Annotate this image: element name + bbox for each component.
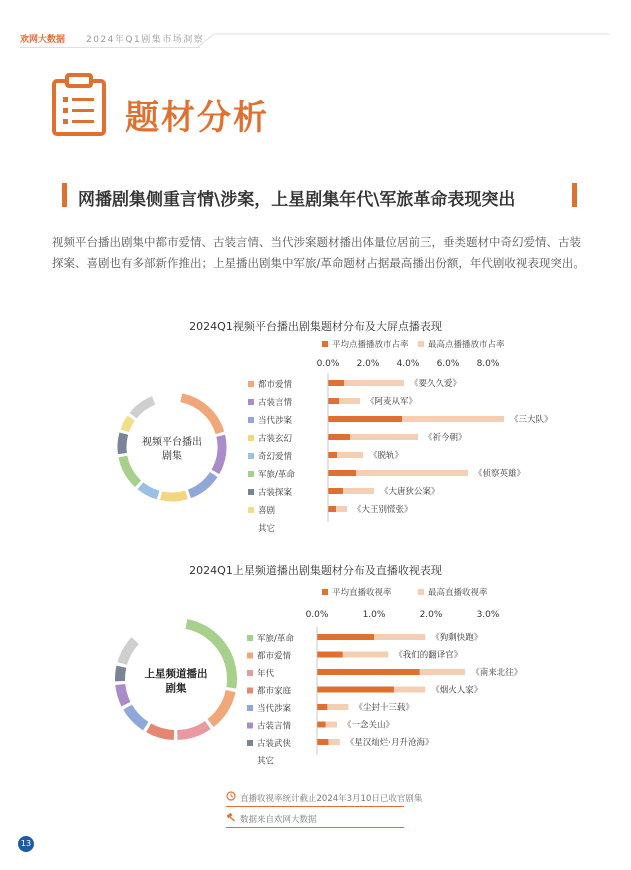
chart1-tick-label: 4.0% <box>396 359 420 369</box>
chart2-bar-avg <box>317 652 343 658</box>
clipboard-icon <box>50 73 108 137</box>
chart1-category-label: 古装探案 <box>258 488 293 498</box>
chart1-donut-slice <box>123 457 138 484</box>
chart2-category-swatch <box>247 740 253 746</box>
chart1-donut-slice <box>125 418 132 431</box>
footer-note-2: 数据来自欢网大数据 <box>240 815 317 825</box>
header-divider <box>20 47 200 48</box>
chart2-bar-annotation: 《一念关山》 <box>342 720 394 731</box>
header-angle-line <box>198 20 618 50</box>
chart1-bar-annotation: 《大唐狄公案》 <box>380 487 440 497</box>
section-title-bar-left <box>62 183 67 207</box>
chart2-donut-slice <box>120 685 126 705</box>
chart1-bar-annotation: 《阿麦从军》 <box>366 397 418 407</box>
chart1-category-swatch <box>248 489 254 495</box>
chart1-title: 2024Q1视频平台播出剧集题材分布及大屏点播表现 <box>189 320 442 333</box>
chart2-donut-slice <box>120 667 121 681</box>
chart1-bar-avg <box>328 488 343 494</box>
chart1-donut-slice <box>181 398 220 433</box>
chart2-bar-avg <box>317 739 328 745</box>
chart2-donut-slice <box>177 725 208 735</box>
chart2-category-swatch <box>247 705 253 711</box>
chart2-category-label: 都市爱情 <box>257 651 292 662</box>
chart2-donut-slice <box>128 707 146 726</box>
page-number: 13 <box>18 836 34 852</box>
chart1-tick-label: 0.0% <box>316 359 340 369</box>
chart2-category-label: 其它 <box>257 756 275 767</box>
chart2-bar-annotation: 《我们的翻译官》 <box>394 650 463 661</box>
chart2-category-label: 年代 <box>257 669 275 679</box>
chart1-category-label: 都市爱情 <box>258 380 293 390</box>
chart2-bar-annotation: 《尘封十三载》 <box>354 703 414 713</box>
chart2-category-label: 都市家庭 <box>257 686 292 697</box>
chart1-tick-label: 2.0% <box>356 359 380 369</box>
chart2-category-label: 古装武侠 <box>257 739 292 749</box>
chart2-tick-label: 1.0% <box>362 610 386 620</box>
chart2-bar-avg <box>317 669 420 675</box>
chart1-tick-label: 6.0% <box>436 359 460 369</box>
chart1-bar-annotation: 《祈今朝》 <box>424 433 467 443</box>
chart2-category-swatch <box>247 688 253 694</box>
chart1-donut-slice <box>215 436 222 472</box>
chart1-donut-label-line1: 视频平台播出 <box>142 437 202 448</box>
chart2 <box>0 574 631 767</box>
chart1-donut-slice <box>161 495 187 497</box>
gavel-icon <box>226 812 236 822</box>
chart2-title: 2024Q1上星频道播出剧集题材分布及直播收视表现 <box>189 564 442 577</box>
chart2-bar-annotation: 《烟火人家》 <box>431 685 483 696</box>
chart1-category-swatch <box>248 381 254 387</box>
chart1-donut-slice <box>140 486 158 495</box>
chart2-bar-avg <box>317 687 394 693</box>
footer-divider-2 <box>226 827 404 828</box>
chart2-category-swatch <box>247 635 253 641</box>
chart1-bar-annotation: 《要久久爱》 <box>410 379 462 389</box>
chart1-category-label: 古装玄幻 <box>258 434 293 444</box>
chart1-category-label: 奇幻爱情 <box>258 452 293 462</box>
chart2-donut-slice <box>122 641 135 664</box>
chart2-legend-avg-label: 平均直播收视率 <box>332 588 392 598</box>
chart2-tick-label: 3.0% <box>476 610 500 620</box>
chart1-bar-avg <box>328 506 336 512</box>
chart1-donut-label-line2: 剧集 <box>162 451 182 462</box>
chart2-tick-label: 2.0% <box>419 610 443 620</box>
chart1-legend-max-label: 最高点播播放市占率 <box>428 340 505 350</box>
chart1-bar-annotation: 《脱轨》 <box>369 451 404 461</box>
chart2-bar-annotation: 《星汉灿烂·月升沧海》 <box>345 738 434 748</box>
chart2-bar-annotation: 《狗剩快跑》 <box>431 633 483 643</box>
chart2-bar-avg <box>317 704 327 710</box>
chart2-donut-slice <box>149 728 174 735</box>
chart1-category-swatch <box>248 417 254 423</box>
header-brand: 欢网大数据 <box>20 35 66 45</box>
chart2-bar-avg <box>317 722 326 728</box>
section-title-bar-right <box>572 183 577 207</box>
chart1-category-swatch <box>248 507 254 513</box>
chart1-legend-max-swatch <box>418 341 424 347</box>
intro-paragraph: 视频平台播出剧集中都市爱情、古装言情、当代涉案题材播出体量位居前三，垂类题材中奇幻爱情、古装探案、喜剧也有多部新作推出；上星播出剧集中军旅/革命题材占据最高播出份额，年代剧收视表现突出。 <box>52 235 585 270</box>
chart2-legend-max-swatch <box>418 589 424 595</box>
chart2-donut-slice <box>211 691 231 723</box>
chart1-bar-avg <box>328 380 344 386</box>
chart2-tick-label: 0.0% <box>305 610 329 620</box>
chart1-donut-slice <box>133 400 154 415</box>
section-title: 网播剧集侧重言情\涉案，上星剧集年代\军旅革命表现突出 <box>78 190 516 210</box>
chart2-donut-label-line1: 上星频道播出 <box>144 668 208 680</box>
chart1-category-label: 军旅/革命 <box>258 470 295 480</box>
chart1-bar-avg <box>328 470 356 476</box>
chart2-legend-avg-swatch <box>322 589 328 595</box>
chart1-category-swatch <box>248 453 254 459</box>
chart2-category-label: 军旅/革命 <box>257 634 294 644</box>
chart1-bar-avg <box>328 434 350 440</box>
chart1-category-swatch <box>248 471 254 477</box>
chart2-bar-annotation: 《南来北往》 <box>471 668 523 678</box>
footer-divider-1 <box>226 806 404 807</box>
chart1-category-swatch <box>248 435 254 441</box>
chart1-bar-annotation: 《侦察英雄》 <box>474 469 526 479</box>
chart1-bar-annotation: 《大王别慌张》 <box>353 505 413 515</box>
chart1-bar-avg <box>328 452 337 458</box>
chart1-tick-label: 8.0% <box>476 359 500 369</box>
chart2-legend-max-label: 最高直播收视率 <box>428 588 488 598</box>
chart2-donut-label-line2: 剧集 <box>165 682 187 695</box>
chart1-donut-slice <box>122 434 124 454</box>
chart2-category-label: 古装言情 <box>257 721 292 732</box>
chart1-category-label: 当代涉案 <box>258 416 293 426</box>
chart2-category-swatch <box>247 670 253 676</box>
header-subtitle: 2024年Q1剧集市场洞察 <box>86 35 205 45</box>
chart1-category-label: 喜剧 <box>258 506 276 516</box>
chart2-category-swatch <box>247 723 253 729</box>
chart1-category-label: 其它 <box>258 524 276 534</box>
page-title: 题材分析 <box>125 98 269 138</box>
chart1-category-label: 古装言情 <box>258 398 293 408</box>
chart1-donut-slice <box>189 474 213 493</box>
chart1 <box>0 330 631 535</box>
chart2-category-swatch <box>247 653 253 659</box>
chart1-bar-avg <box>328 398 339 404</box>
chart2-bar-avg <box>317 634 374 640</box>
chart1-bar-annotation: 《三大队》 <box>510 415 553 425</box>
chart2-category-label: 当代涉案 <box>257 704 292 714</box>
chart1-legend-avg-swatch <box>322 341 328 347</box>
clock-icon <box>226 791 236 801</box>
chart1-legend-avg-label: 平均点播播放市占率 <box>332 340 409 350</box>
chart1-bar-avg <box>328 416 402 422</box>
footer-note-1: 直播收视率统计截止2024年3月10日已收官剧集 <box>240 794 423 804</box>
chart1-category-swatch <box>248 399 254 405</box>
